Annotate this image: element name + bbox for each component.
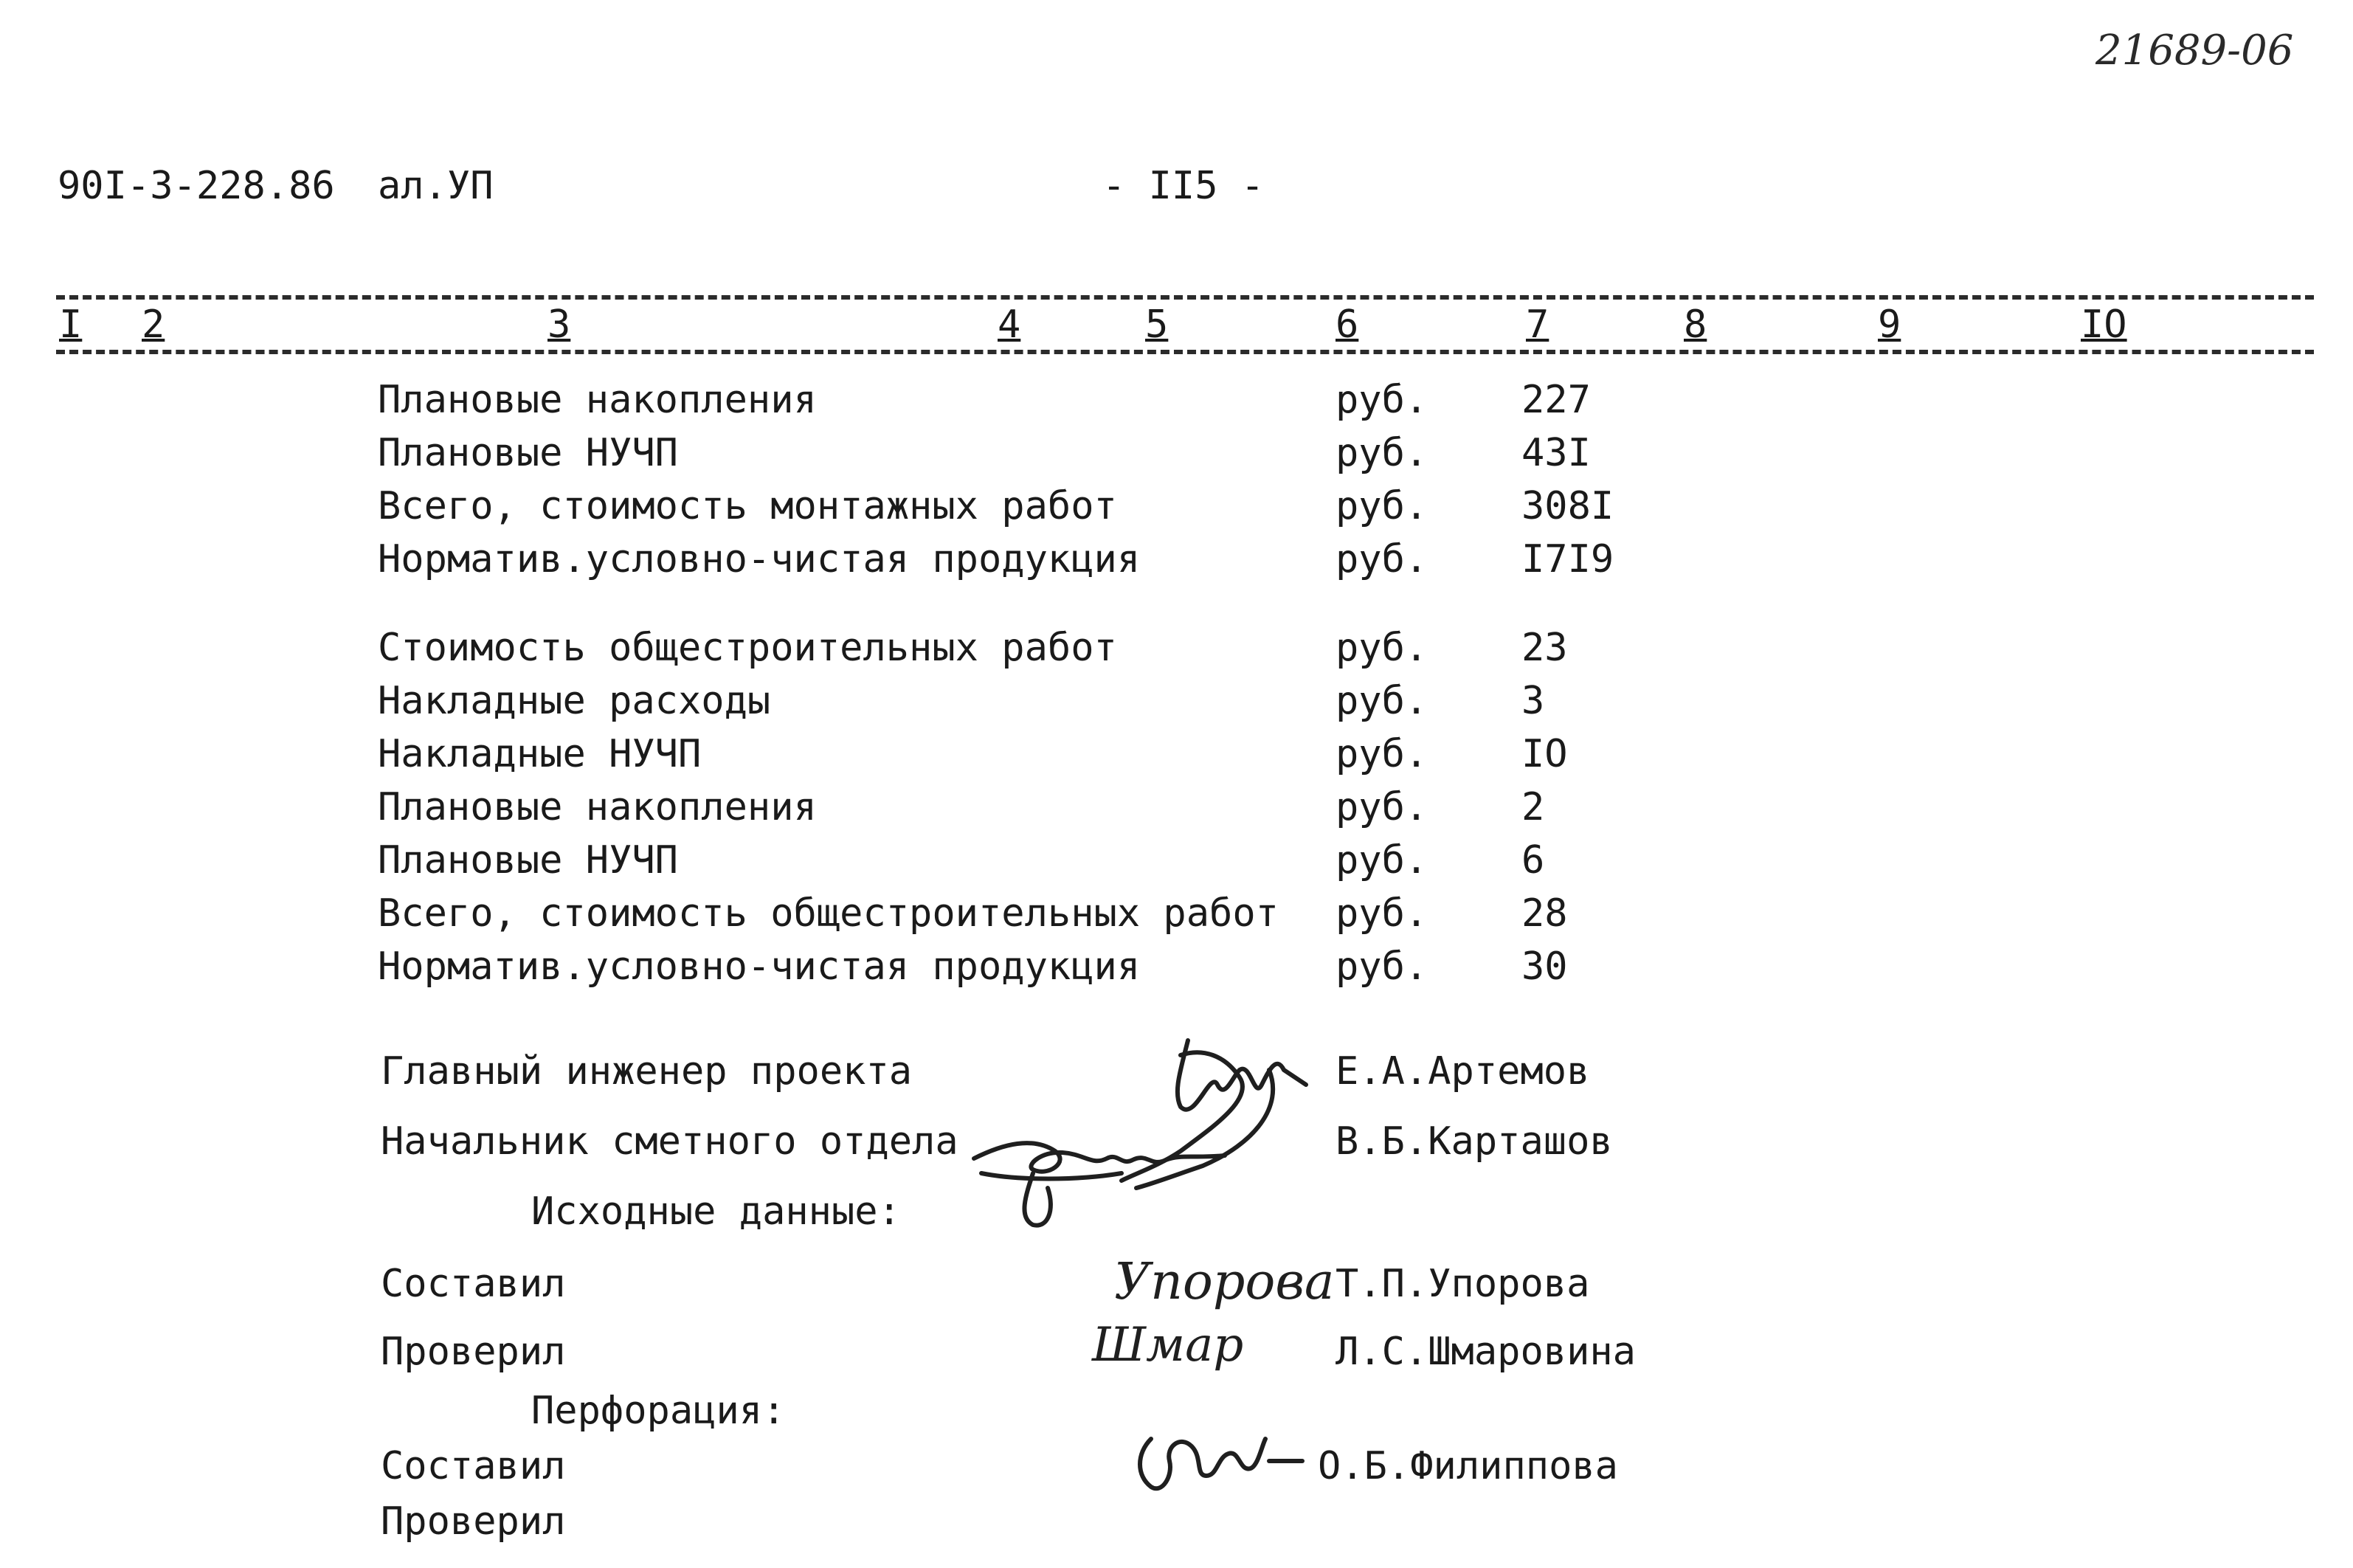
column-number-1: I	[59, 303, 83, 347]
table-row-unit: руб.	[1336, 944, 1428, 989]
perf-compiled-label: Составил	[381, 1444, 566, 1488]
table-row-name: Накладные расходы	[378, 679, 771, 723]
table-row-name: Всего, стоимость общестроительных работ	[378, 891, 1279, 936]
column-number-10: IO	[2081, 303, 2127, 347]
column-number-9: 9	[1878, 303, 1901, 347]
table-row-value: 28	[1521, 891, 1568, 936]
table-row-name: Накладные НУЧП	[378, 732, 702, 776]
table-row-value: 308I	[1521, 484, 1614, 528]
table-row-unit: руб.	[1336, 431, 1428, 475]
archive-number: 21689-06	[2095, 27, 2294, 75]
checked-signature	[1085, 1313, 1262, 1387]
table-row-name: Норматив.условно-чистая продукция	[378, 944, 1141, 989]
table-row-value: 30	[1521, 944, 1568, 989]
compiled-signature-text: Упорова	[1114, 1253, 1335, 1311]
table-row-unit: руб.	[1336, 838, 1428, 883]
column-number-5: 5	[1145, 303, 1169, 347]
column-number-2: 2	[142, 303, 165, 347]
album-label: ал.УП	[378, 164, 494, 208]
estimate-head-signature	[959, 1107, 1269, 1240]
estimate-head-name: В.Б.Карташов	[1336, 1119, 1613, 1164]
checked-name: Л.С.Шмаровина	[1336, 1330, 1636, 1374]
table-row-value: 23	[1521, 626, 1568, 670]
column-number-7: 7	[1526, 303, 1549, 347]
page-number: - II5 -	[1102, 164, 1265, 208]
table-row-unit: руб.	[1336, 785, 1428, 829]
source-data-heading: Исходные данные:	[531, 1189, 901, 1234]
estimate-head-label: Начальник сметного отдела	[381, 1119, 958, 1164]
table-row-unit: руб.	[1336, 378, 1428, 422]
table-row-unit: руб.	[1336, 679, 1428, 723]
table-row-unit: руб.	[1336, 484, 1428, 528]
compiled-name: Т.П.Упорова	[1336, 1262, 1590, 1306]
column-number-3: 3	[547, 303, 571, 347]
column-number-4: 4	[998, 303, 1021, 347]
compiled-label: Составил	[381, 1262, 566, 1306]
table-row-value: 43I	[1521, 431, 1591, 475]
table-row-name: Всего, стоимость монтажных работ	[378, 484, 1117, 528]
checked-signature-text: Шмар	[1092, 1318, 1244, 1372]
chief-engineer-label: Главный инженер проекта	[381, 1049, 913, 1094]
perforation-heading: Перфорация:	[531, 1389, 786, 1433]
table-row-name: Стоимость общестроительных работ	[378, 626, 1117, 670]
column-number-6: 6	[1336, 303, 1359, 347]
table-row-unit: руб.	[1336, 891, 1428, 936]
table-row-value: 3	[1521, 679, 1545, 723]
table-header-divider	[56, 350, 2314, 354]
table-row-value: 2	[1521, 785, 1545, 829]
column-number-8: 8	[1684, 303, 1707, 347]
table-row-value: 6	[1521, 838, 1545, 883]
perf-checked-label: Проверил	[381, 1499, 566, 1544]
table-row-value: IO	[1521, 732, 1568, 776]
table-row-name: Плановые накопления	[378, 785, 817, 829]
document-code: 90I-3-228.86	[58, 164, 335, 208]
checked-label: Проверил	[381, 1330, 566, 1374]
perf-compiled-name: О.Б.Филиппова	[1318, 1444, 1618, 1488]
table-row-unit: руб.	[1336, 626, 1428, 670]
table-row-name: Плановые НУЧП	[378, 431, 678, 475]
table-row-unit: руб.	[1336, 732, 1428, 776]
table-row-name: Плановые НУЧП	[378, 838, 678, 883]
table-row-name: Норматив.условно-чистая продукция	[378, 537, 1141, 581]
table-row-name: Плановые накопления	[378, 378, 817, 422]
chief-engineer-name: Е.А.Артемов	[1336, 1049, 1590, 1094]
table-row-value: I7I9	[1521, 537, 1614, 581]
table-row-value: 227	[1521, 378, 1591, 422]
table-row-unit: руб.	[1336, 537, 1428, 581]
perf-compiled-signature	[1129, 1417, 1313, 1505]
table-top-divider	[56, 295, 2314, 300]
